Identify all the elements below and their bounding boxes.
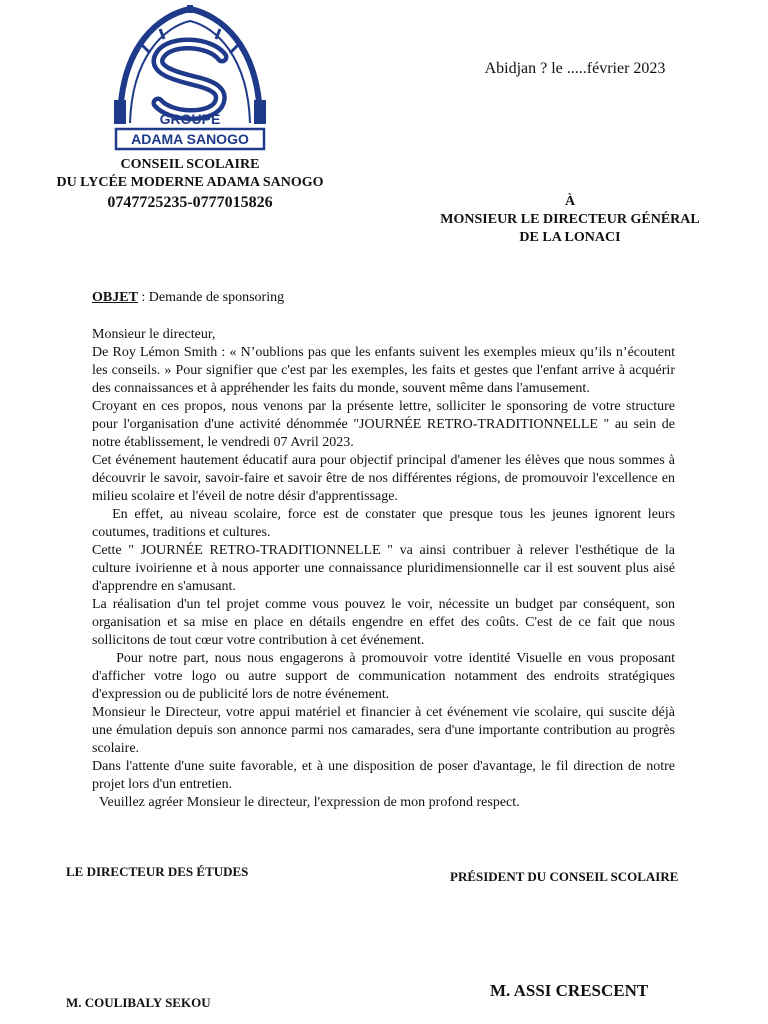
signature-right-name: M. ASSI CRESCENT bbox=[490, 981, 649, 1000]
recipient-line1: MONSIEUR LE DIRECTEUR GÉNÉRAL bbox=[440, 212, 700, 227]
paragraph-6: La réalisation d'un tel projet comme vous pouvez le voir, nécessite un budget par conséquent, son organisation et sa mise en place en détails engendre en effet des coûts. C'est de ce fait que nous sollicitons de tout cœur votre contribution à cet événement. bbox=[92, 597, 675, 648]
sender-phone: 0747725235-0777015826 bbox=[107, 194, 273, 211]
school-logo bbox=[100, 5, 280, 155]
sender-block bbox=[20, 156, 360, 214]
recipient-line2: DE LA LONACI bbox=[519, 230, 621, 245]
object-line bbox=[92, 290, 284, 306]
object-label: OBJET bbox=[92, 290, 138, 305]
paragraph-5: Cette " JOURNÉE RETRO-TRADITIONNELLE " va ainsi contribuer à relever l'esthétique de la culture ivoirienne et à nous apporter une connaissance pluridimensionnelle car il est souvent plus aisé d'apprendre en s'amusant. bbox=[92, 543, 675, 594]
sender-org-line1: CONSEIL SCOLAIRE bbox=[120, 157, 260, 172]
paragraph-8: Monsieur le Directeur, votre appui matériel et financier à cet événement vie scolaire, qui suscite déjà une émulation depuis son annonce parmi nos camarades, sera d'une importante contribution au progrès scolaire. bbox=[92, 705, 675, 756]
signature-left-name: M. COULIBALY SEKOU bbox=[66, 995, 211, 1010]
paragraph-3: Cet événement hautement éducatif aura pour objectif principal d'amener les élèves que nous sommes à découvrir le savoir, savoir-faire et savoir être de nos différentes régions, de promouvoir l'excellence en milieu scolaire et l'éveil de notre désir d'apprentissage. bbox=[92, 453, 675, 504]
paragraph-2: Croyant en ces propos, nous venons par la présente lettre, solliciter le sponsoring de votre structure pour l'organisation d'une activité dénommée "JOURNÉE RETRO-TRADITIONNELLE " au sein de notre établissement, le vendredi 07 Avril 2023. bbox=[92, 399, 675, 450]
paragraph-10: Veuillez agréer Monsieur le directeur, l'expression de mon profond respect. bbox=[92, 795, 520, 810]
date-line: Abidjan ? le .....février 2023 bbox=[484, 60, 666, 77]
object-text: Demande de sponsoring bbox=[148, 290, 285, 305]
paragraph-9: Dans l'attente d'une suite favorable, et à une disposition de poser d'avantage, le fil direction de notre projet lors d'un entretien. bbox=[92, 759, 675, 792]
recipient-block bbox=[410, 193, 730, 247]
logo-text-groupe: GROUPE bbox=[159, 111, 221, 127]
paragraph-1: De Roy Lémon Smith : « N’oublions pas que les enfants suivent les exemples mieux qu’ils n’écoutent les conseils. » Pour signifier que c'est par les exemples, les faits et gestes que l'enfant arrive à acquérir des connaissances et à appréhender les faits du monde, souvent même dans l'amusement. bbox=[92, 345, 675, 396]
object-separator: : bbox=[137, 290, 149, 305]
paragraph-4: En effet, au niveau scolaire, force est de constater que presque tous les jeunes ignorent leurs coutumes, traditions et cultures. bbox=[92, 507, 679, 540]
salutation: Monsieur le directeur, bbox=[92, 327, 216, 342]
paragraph-7: Pour notre part, nous nous engagerons à promouvoir votre identité Visuelle en vous proposant d'afficher votre logo ou autre support de communication notamment des endroits stratégiques d'expression ou de publicité lors de notre événement. bbox=[92, 651, 679, 702]
sender-org-line2: DU LYCÉE MODERNE ADAMA SANOGO bbox=[56, 175, 324, 190]
letter-body bbox=[92, 326, 679, 812]
signature-right-title: PRÉSIDENT DU CONSEIL SCOLAIRE bbox=[450, 869, 679, 884]
signature-left-title: LE DIRECTEUR DES ÉTUDES bbox=[66, 864, 249, 879]
recipient-prefix: À bbox=[564, 194, 576, 209]
logo-text-name: ADAMA SANOGO bbox=[131, 131, 249, 147]
